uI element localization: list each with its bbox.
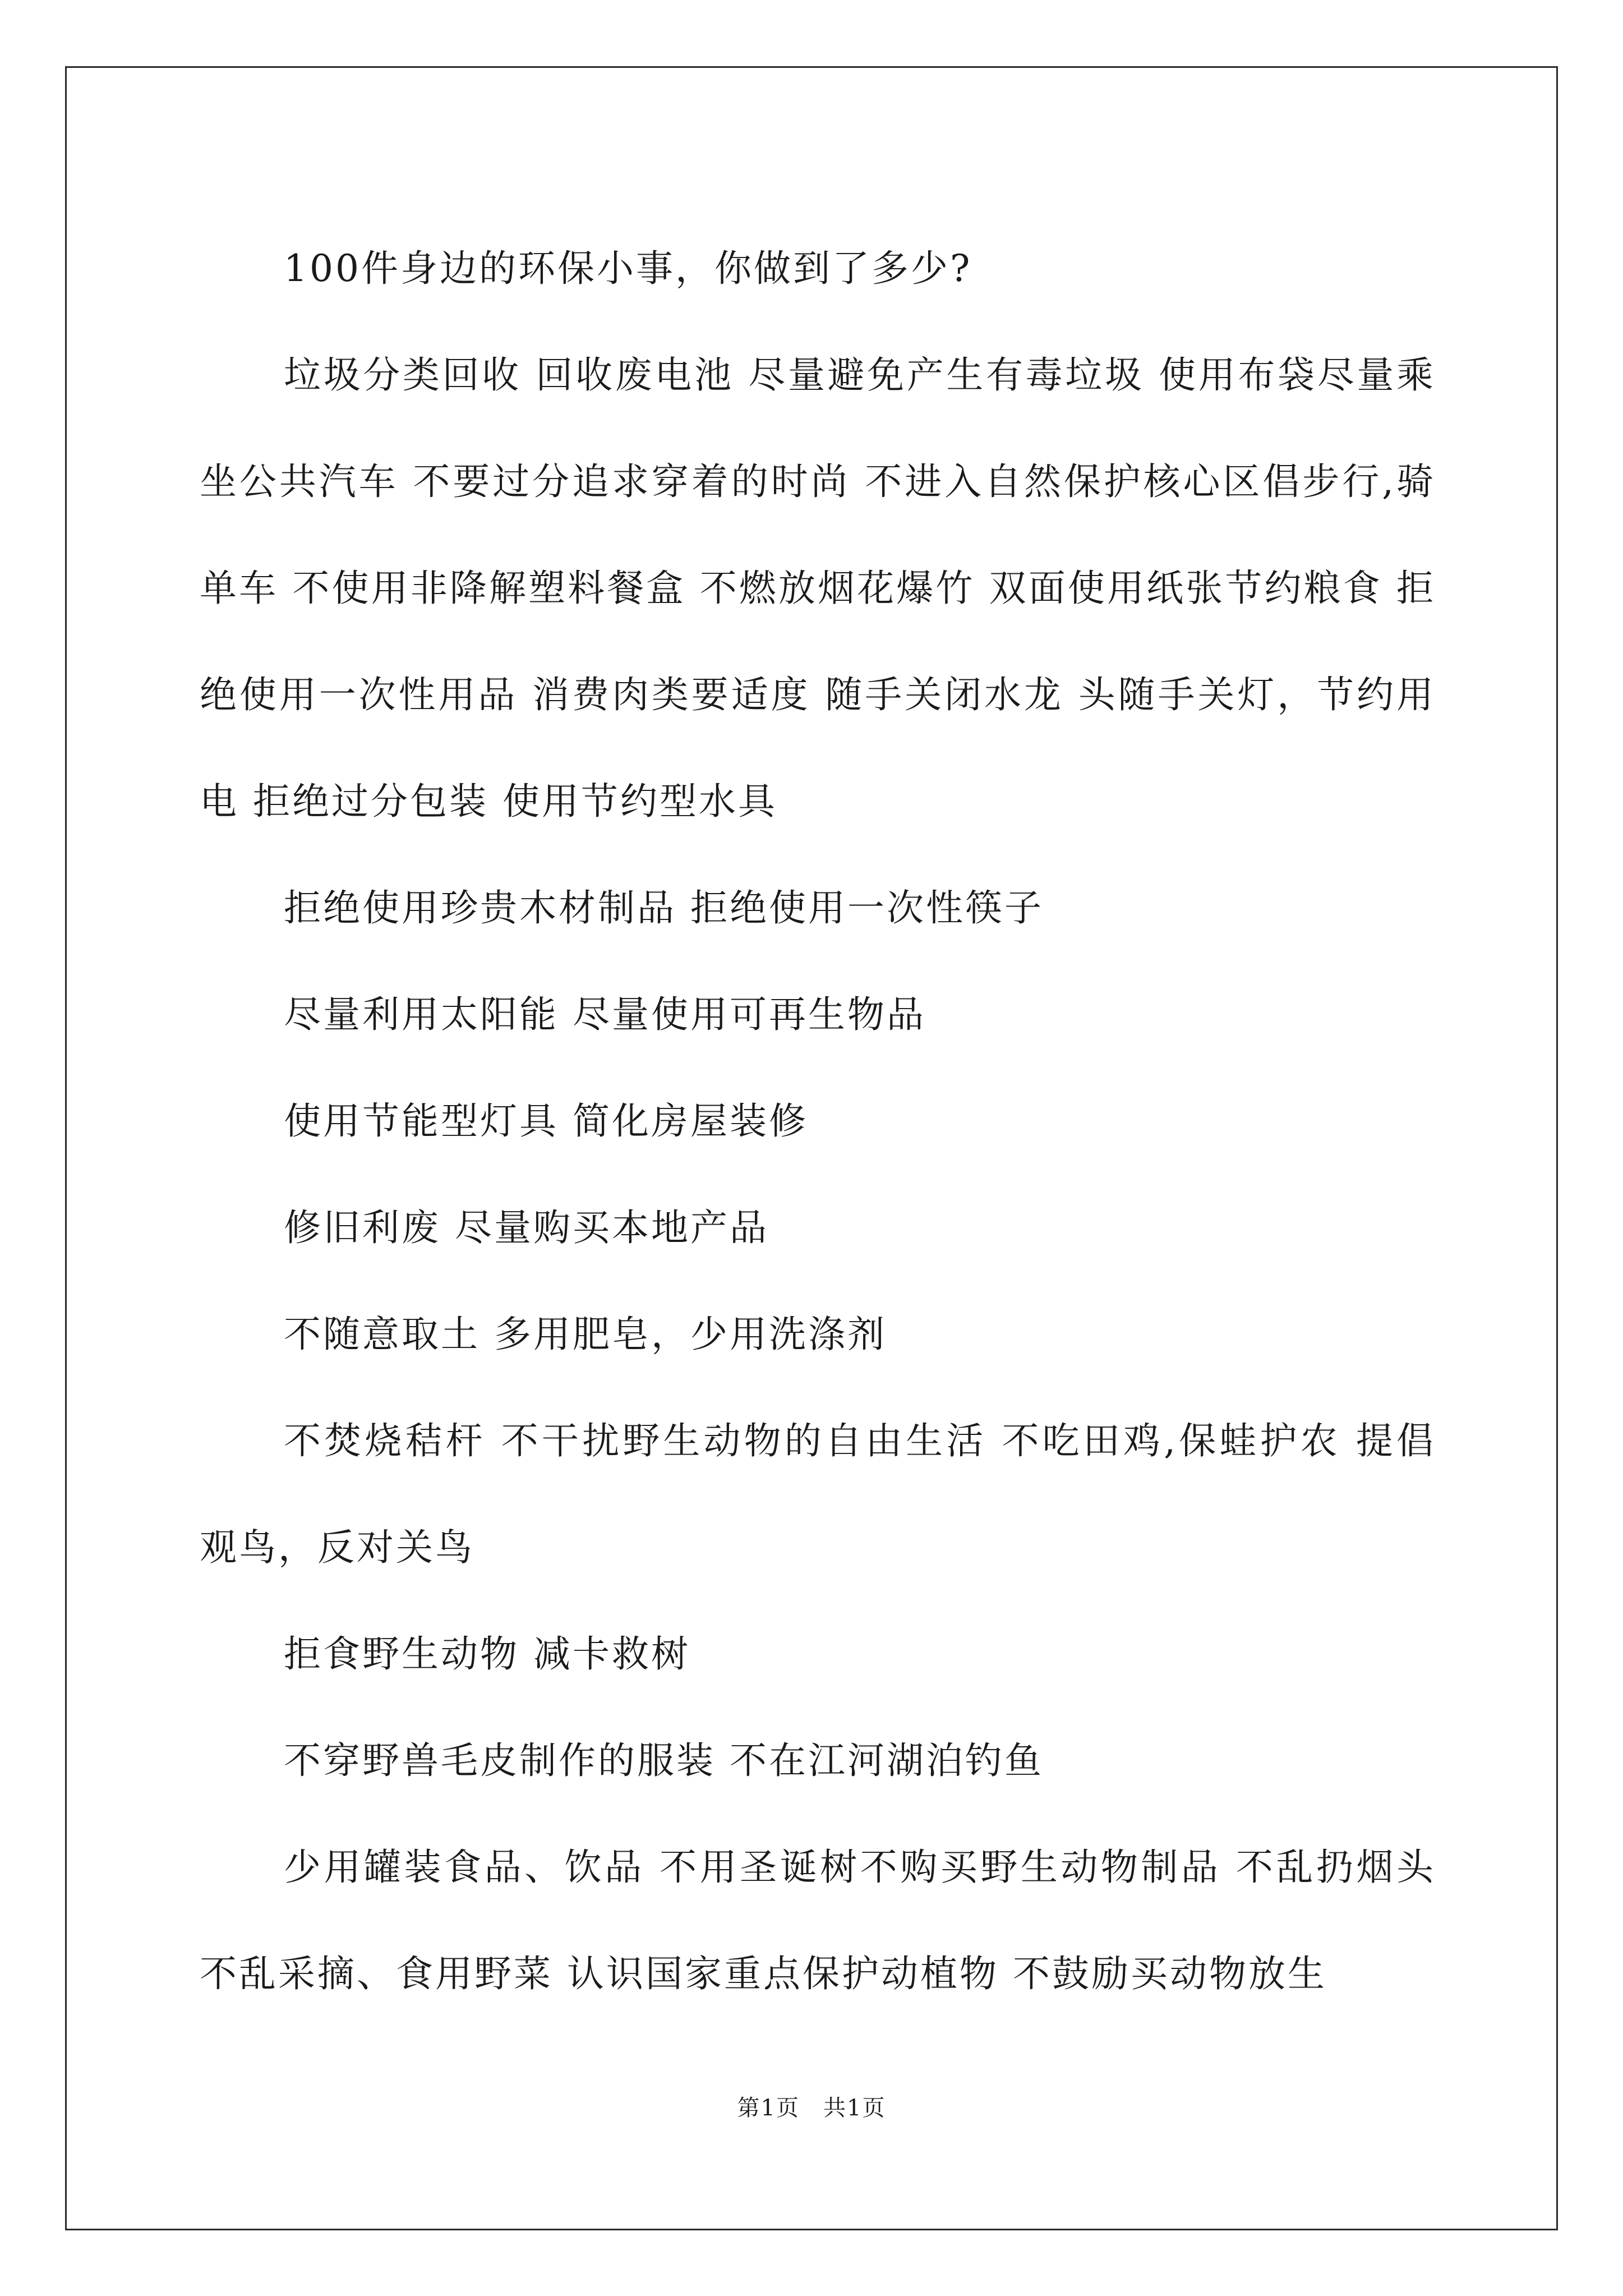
paragraph: 使用节能型灯具 简化房屋装修: [284, 1099, 808, 1143]
paragraph: 不随意取土 多用肥皂，少用洗涤剂: [284, 1313, 887, 1356]
page-footer: [0, 2091, 1623, 2125]
paragraph: 垃圾分类回收 回收废电池 尽量避免产生有毒垃圾 使用布袋尽量乘坐公共汽车 不要过分追求穿着的时尚 不进入自然保护核心区倡步行,骑单车 不使用非降解塑料餐盒 不燃放烟花爆竹 双面使用纸张节约粮食 拒绝使用一次性用品 消费肉类要适度 随手关闭水龙 头随手关灯，节约用电 拒绝过分包装 使用节约型水具: [200, 353, 1436, 823]
paragraph: 少用罐装食品、饮品 不用圣诞树不购买野生动物制品 不乱扔烟头 不乱采摘、食用野菜 认识国家重点保护动植物 不鼓励买动物放生: [200, 1846, 1436, 1995]
document-body: [200, 215, 1436, 2027]
page-total: 共1页: [823, 2095, 886, 2121]
page-number: 第1页: [737, 2095, 800, 2121]
paragraph: 拒食野生动物 减卡救树: [284, 1632, 690, 1676]
paragraph: 修旧利废 尽量购买本地产品: [284, 1206, 769, 1249]
paragraph: 不焚烧秸杆 不干扰野生动物的自由生活 不吃田鸡,保蛙护农 提倡观鸟，反对关鸟: [200, 1419, 1436, 1569]
paragraph: 拒绝使用珍贵木材制品 拒绝使用一次性筷子: [284, 886, 1044, 930]
paragraph: 不穿野兽毛皮制作的服装 不在江河湖泊钓鱼: [284, 1739, 1044, 1782]
paragraph: 尽量利用太阳能 尽量使用可再生物品: [284, 993, 926, 1036]
document-title: 100件身边的环保小事，你做到了多少?: [284, 247, 972, 290]
